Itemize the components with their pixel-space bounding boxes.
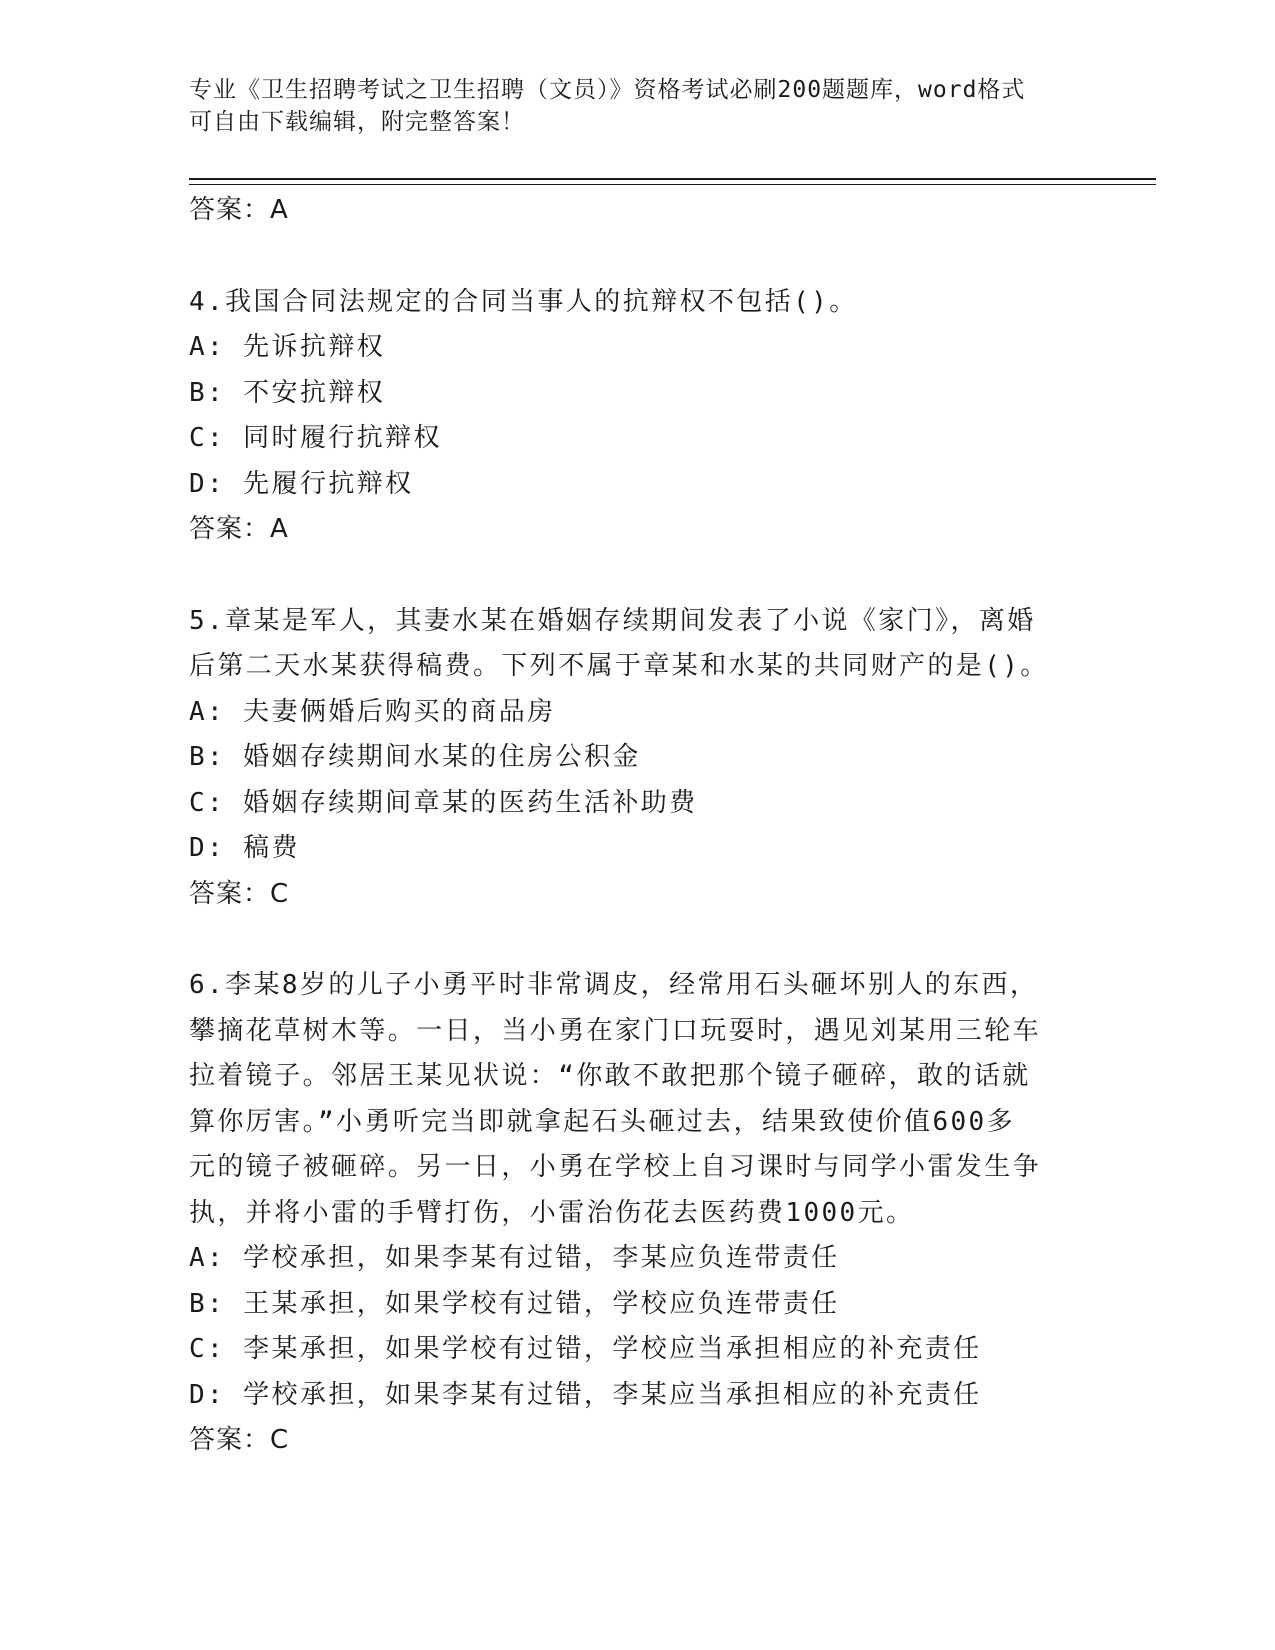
- question-text-line: 6.李某8岁的儿子小勇平时非常调皮，经常用石头砸坏别人的东西，: [189, 970, 1039, 1000]
- option-b: B: 不安抗辩权: [189, 377, 386, 408]
- option-c: C: 李某承担，如果学校有过错，学校应当承担相应的补充责任: [189, 1334, 982, 1364]
- answer: 答案：C: [189, 878, 290, 909]
- option-b: B: 婚姻存续期间水某的住房公积金: [189, 742, 641, 772]
- option-a: A: 先诉抗辩权: [189, 332, 386, 362]
- question-text-line: 执，并将小雷的手臂打伤，小雷治伤花去医药费1000元。: [189, 1197, 915, 1228]
- option-d: D: 学校承担，如果李某有过错，李某应当承担相应的补充责任: [189, 1379, 982, 1410]
- header-divider-thick: [189, 178, 1156, 180]
- question-text-line: 4.我国合同法规定的合同当事人的抗辩权不包括()。: [189, 286, 858, 317]
- answer: 答案：A: [189, 514, 289, 544]
- option-a: A: 夫妻俩婚后购买的商品房: [189, 696, 556, 727]
- option-c: C: 婚姻存续期间章某的医药生活补助费: [189, 787, 698, 818]
- spacer: [189, 917, 1089, 963]
- option-d: D: 先履行抗辩权: [189, 468, 414, 499]
- option-a: A: 学校承担，如果李某有过错，李某应负连带责任: [189, 1243, 840, 1273]
- question-text-line: 5.章某是军人，其妻水某在婚姻存续期间发表了小说《家门》，离婚: [189, 605, 1036, 636]
- question-text-line: 元的镜子被砸碎。另一日，小勇在学校上自习课时与同学小雷发生争: [189, 1152, 1042, 1182]
- question-text-line: 后第二天水某获得稿费。下列不属于章某和水某的共同财产的是()。: [189, 651, 1049, 681]
- question-5: [189, 599, 1089, 918]
- header-divider-thin: [189, 184, 1156, 185]
- previous-answer: 答案：A: [189, 195, 289, 225]
- spacer: [189, 553, 1089, 599]
- header-line-1: 专业《卫生招聘考试之卫生招聘（文员）》资格考试必刷200题题库，word格式: [189, 77, 1026, 103]
- document-body: [189, 188, 1089, 1464]
- document-header: [189, 74, 1069, 138]
- question-text-line: 拉着镜子。邻居王某见状说：“你敢不敢把那个镜子砸碎，敢的话就: [189, 1061, 1031, 1091]
- spacer: [189, 234, 1089, 280]
- question-text-line: 算你厉害。”小勇听完当即就拿起石头砸过去，结果致使价值600多: [189, 1106, 1016, 1137]
- question-text-line: 攀摘花草树木等。一日，当小勇在家门口玩耍时，遇见刘某用三轮车: [189, 1015, 1042, 1046]
- option-c: C: 同时履行抗辩权: [189, 423, 442, 453]
- header-line-2: 可自由下载编辑，附完整答案！: [189, 109, 525, 135]
- option-d: D: 稿费: [189, 833, 300, 863]
- question-6: [189, 963, 1089, 1464]
- question-4: [189, 280, 1089, 553]
- option-b: B: 王某承担，如果学校有过错，学校应负连带责任: [189, 1288, 840, 1319]
- answer: 答案：C: [189, 1425, 290, 1455]
